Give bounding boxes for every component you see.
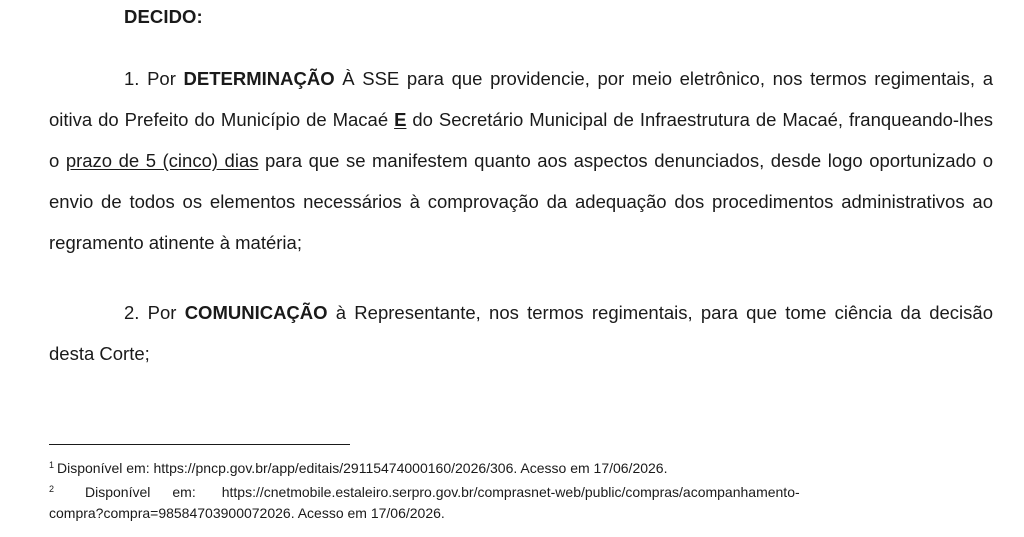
footnote-1-text: Disponível em: https://pncp.gov.br/app/editais/29115474000160/2026/306. Acesso em 17/06/2026.	[57, 460, 668, 476]
item-2-number: 2. Por	[124, 302, 185, 323]
footnote-2-word-1: Disponível	[85, 484, 151, 500]
footnote-2-mark: 2	[49, 484, 55, 494]
footnote-2	[49, 479, 993, 503]
footnote-2-word-2: em:	[172, 484, 196, 500]
item-2-keyword: COMUNICAÇÃO	[184, 302, 328, 323]
footnote-2-continuation: compra?compra=98584703900072026. Acesso em 17/06/2026.	[49, 505, 445, 521]
item-1-conjunction: E	[394, 109, 407, 130]
section-heading: DECIDO:	[124, 6, 203, 27]
item-1-text-b: do Secretário Municipal de Infraestrutura de Macaé, franqueando-lhes o	[49, 109, 993, 171]
item-1-text-a: À SSE para que providencie, por meio eletrônico, nos termos regimentais, a oitiva do Prefeito do Município de Macaé	[49, 68, 993, 130]
item-1-text-c: para que se manifestem quanto aos aspectos denunciados, desde logo oportunizado o envio de todos os elementos necessários à comprovação da adequação dos procedimentos administrativos ao regramento atinente à matéria;	[49, 150, 993, 253]
paragraph-item-1	[49, 58, 993, 263]
footnote-separator	[49, 444, 350, 445]
footnote-2-url: https://cnetmobile.estaleiro.serpro.gov.br/comprasnet-web/public/compras/acompanhamento-	[221, 484, 800, 500]
footnote-1	[49, 455, 993, 479]
footnotes	[49, 455, 993, 524]
item-1-number: 1. Por	[124, 68, 184, 89]
item-1-keyword: DETERMINAÇÃO	[183, 68, 335, 89]
item-1-deadline: prazo de 5 (cinco) dias	[65, 150, 259, 171]
paragraph-item-2	[49, 292, 993, 374]
footnote-1-mark: 1	[49, 460, 55, 470]
item-2-text: à Representante, nos termos regimentais, para que tome ciência da decisão desta Corte;	[49, 302, 993, 364]
